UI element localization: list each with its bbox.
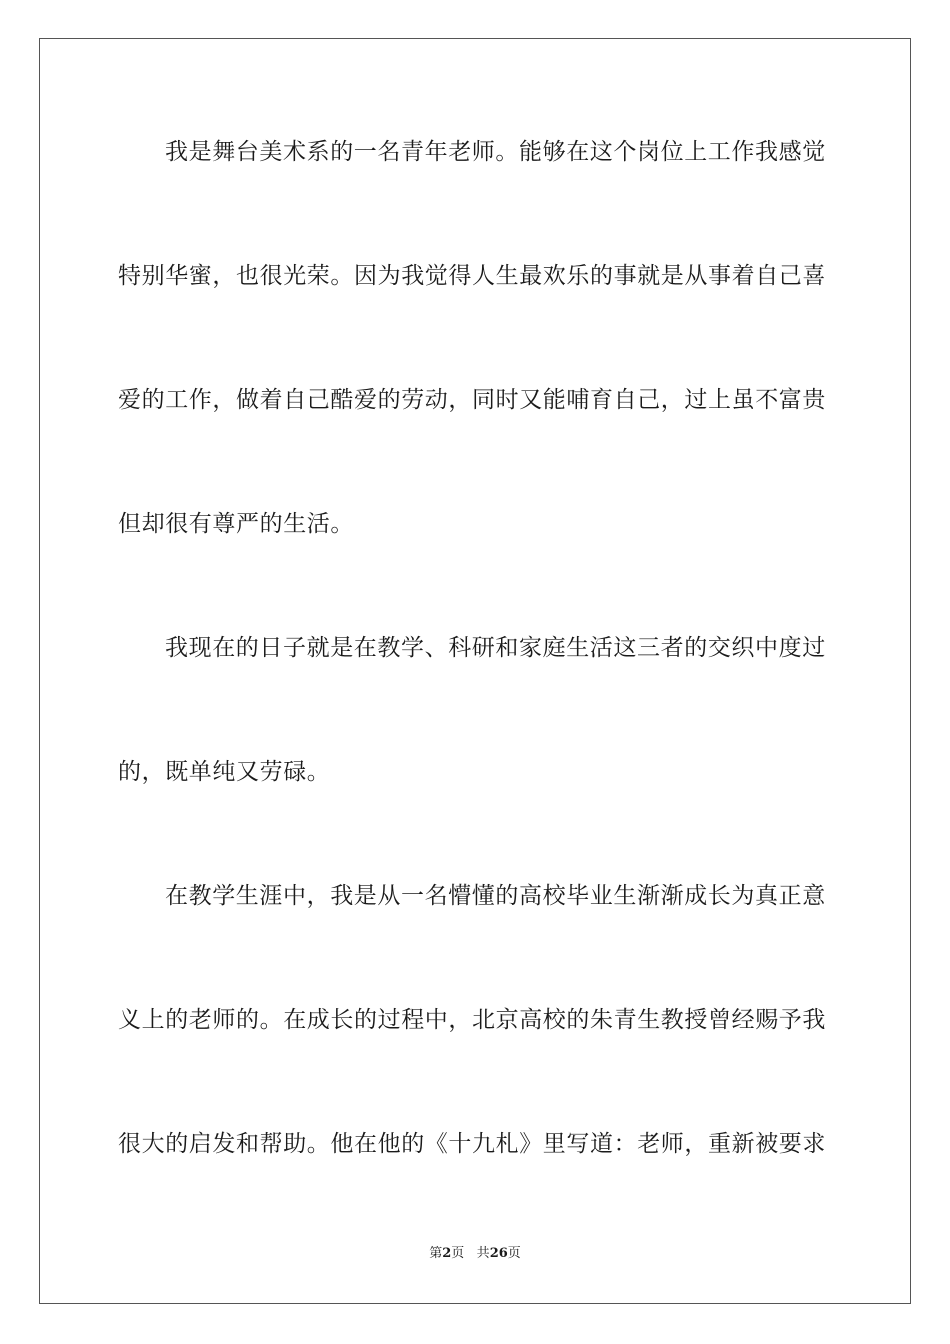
footer-page-number: 2 xyxy=(442,1246,452,1261)
page-border xyxy=(39,38,911,1304)
footer-total-pages: 26 xyxy=(489,1246,508,1261)
paragraph-line: 我现在的日子就是在教学、科研和家庭生活这三者的交织中度过 xyxy=(165,635,826,661)
paragraph-line: 义上的老师的。在成长的过程中，北京高校的朱青生教授曾经赐予我 xyxy=(118,1007,826,1033)
footer-page-suffix: 页 xyxy=(451,1246,465,1261)
paragraph-line: 但却很有尊严的生活。 xyxy=(118,511,354,537)
page-footer xyxy=(0,1245,950,1263)
footer-total-suffix: 页 xyxy=(507,1246,521,1261)
paragraph-line: 爱的工作，做着自己酷爱的劳动，同时又能哺育自己，过上虽不富贵 xyxy=(118,387,826,413)
paragraph-line: 我是舞台美术系的一名青年老师。能够在这个岗位上工作我感觉 xyxy=(165,139,826,165)
paragraph-line: 特别华蜜，也很光荣。因为我觉得人生最欢乐的事就是从事着自己喜 xyxy=(118,263,826,289)
paragraph-line: 的，既单纯又劳碌。 xyxy=(118,759,331,785)
paragraph-line: 很大的启发和帮助。他在他的《十九札》里写道：老师，重新被要求 xyxy=(118,1131,826,1157)
footer-total-prefix: 共 xyxy=(476,1246,490,1261)
footer-page-prefix: 第 xyxy=(429,1246,443,1261)
paragraph-line: 在教学生涯中，我是从一名懵懂的高校毕业生渐渐成长为真正意 xyxy=(165,883,826,909)
